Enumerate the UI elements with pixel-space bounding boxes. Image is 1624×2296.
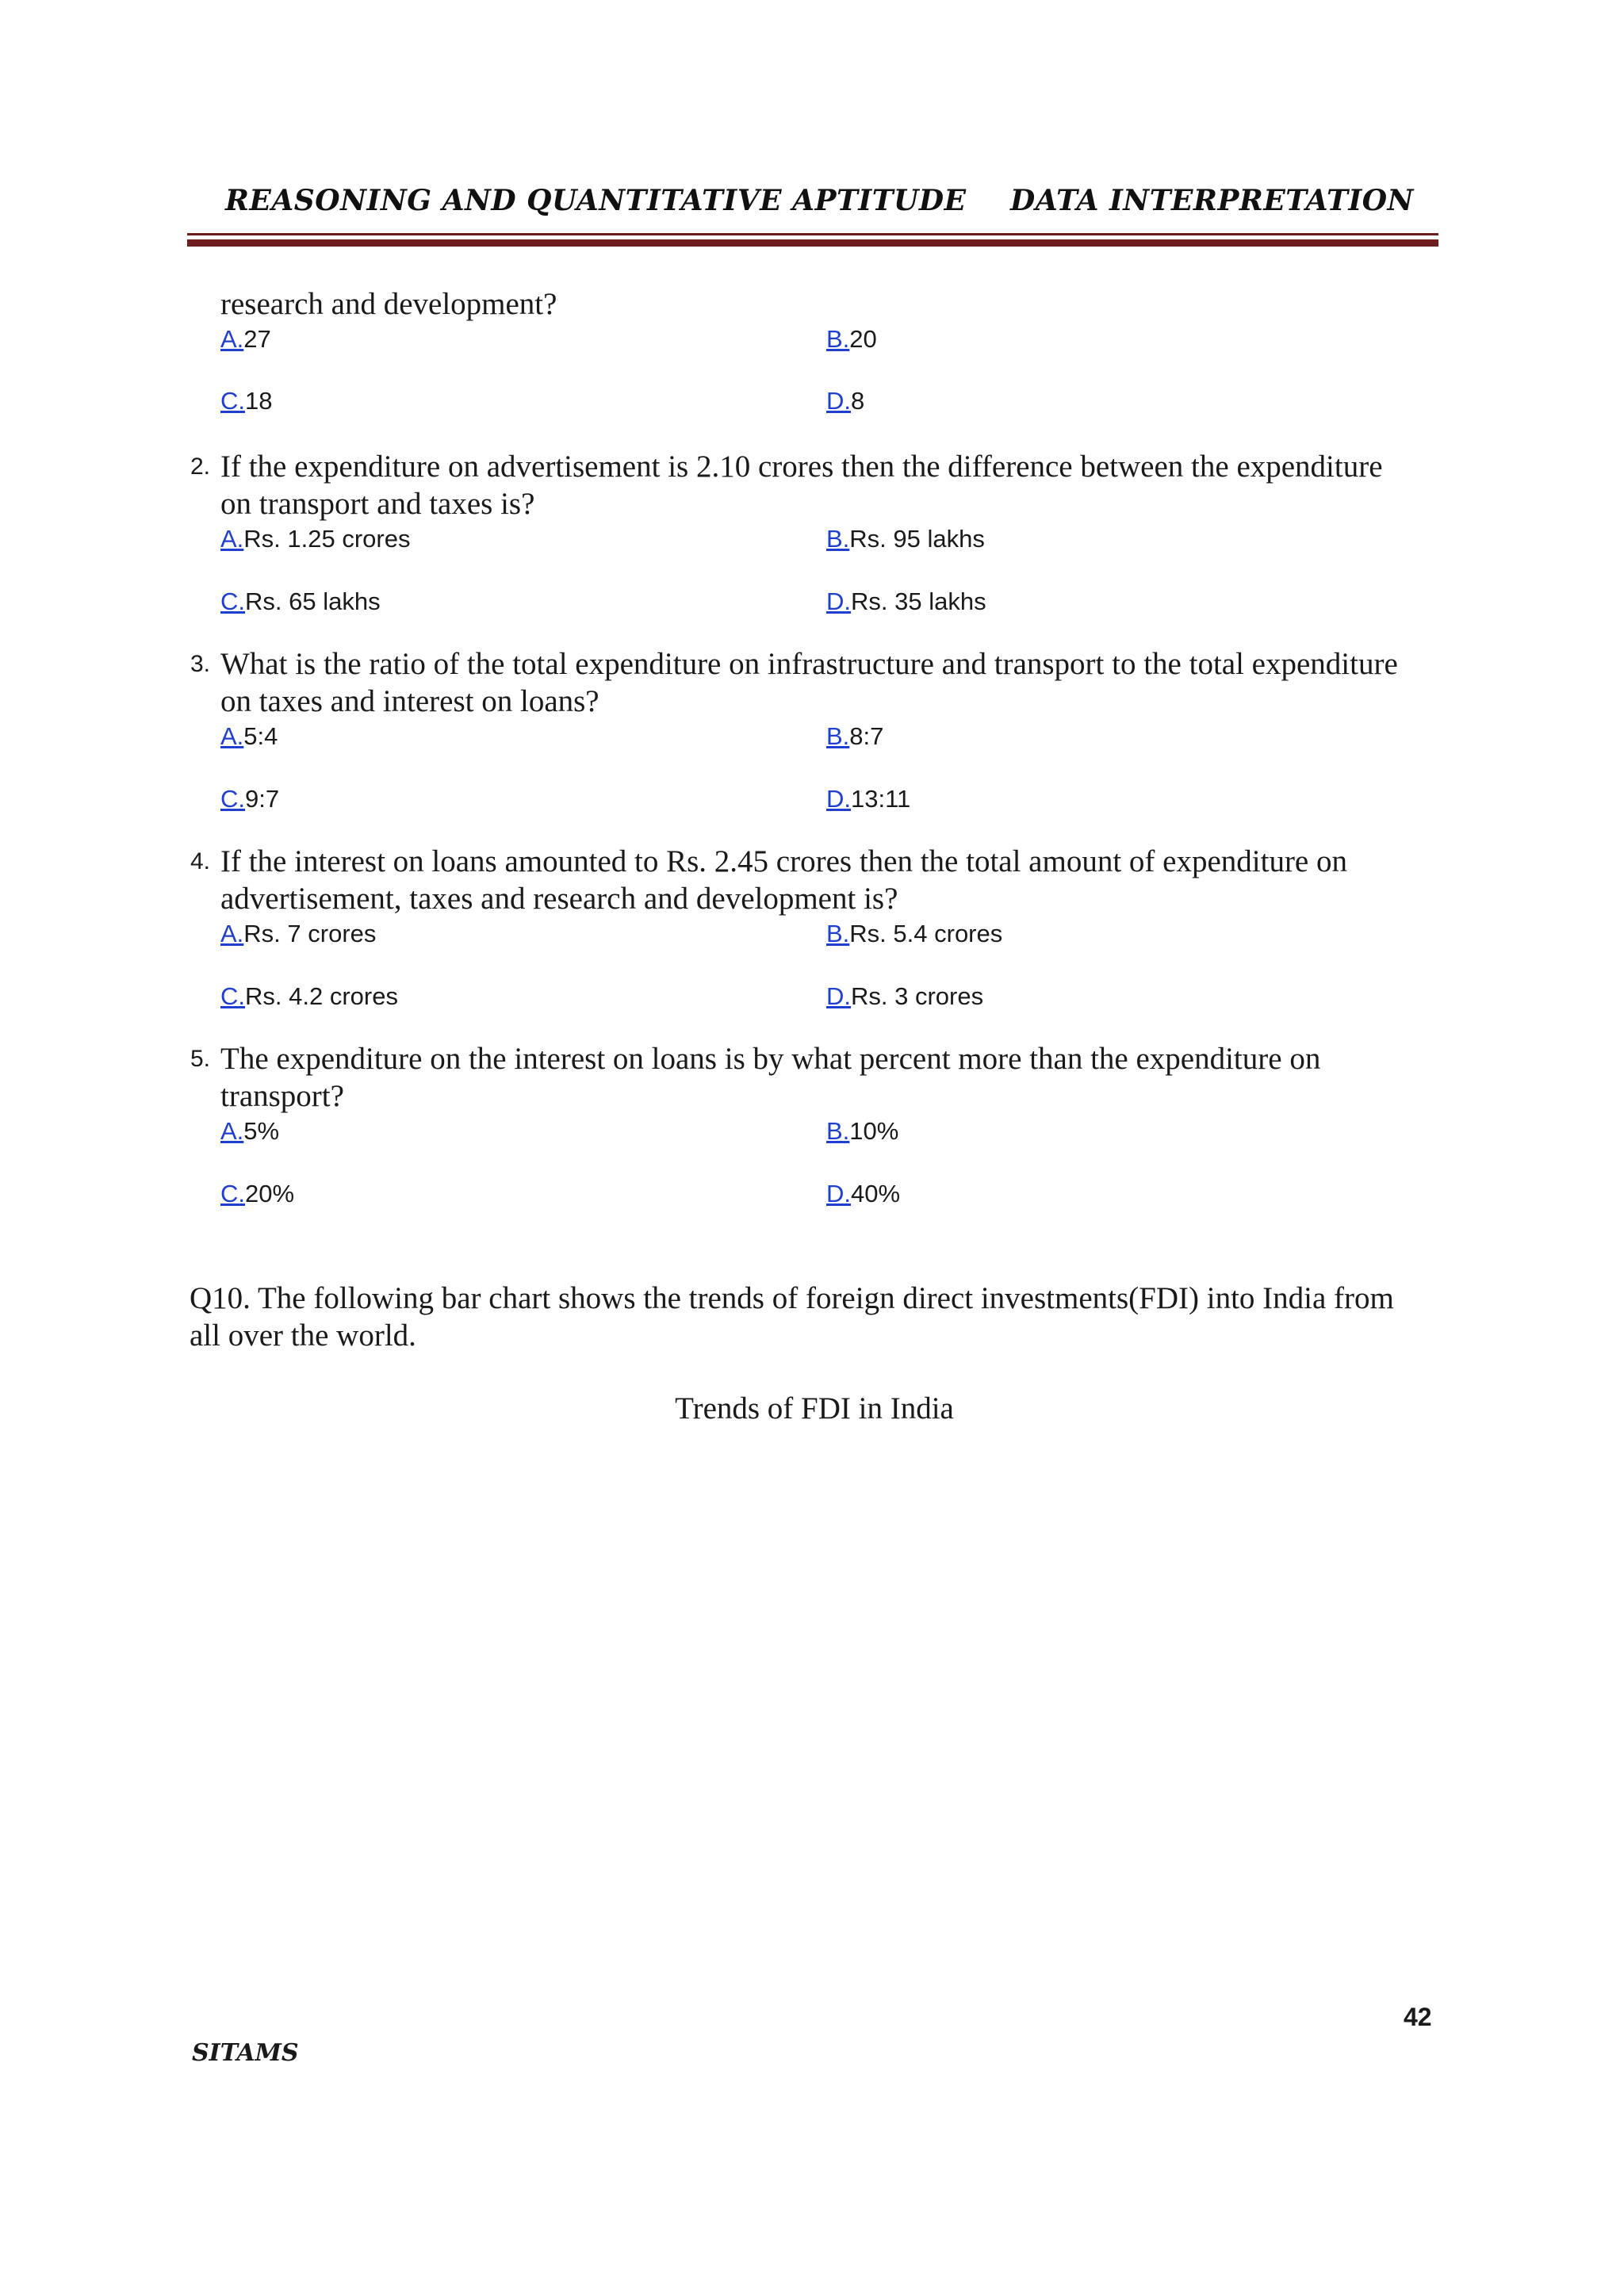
option-c[interactable]	[220, 385, 272, 417]
question-number: 2.	[190, 453, 211, 480]
option-value: Rs. 65 lakhs	[245, 587, 381, 615]
option-d[interactable]	[826, 385, 864, 417]
question-text-line-2: on transport and taxes is?	[220, 487, 535, 521]
option-letter-link[interactable]: D.	[826, 785, 851, 813]
option-value: Rs. 4.2 crores	[245, 982, 398, 1010]
option-value: 20	[849, 325, 877, 353]
option-b[interactable]	[826, 918, 1002, 950]
option-letter-link[interactable]: B.	[826, 1117, 850, 1145]
option-d[interactable]	[826, 783, 910, 815]
question-number: 5.	[190, 1046, 211, 1072]
question-number: 4.	[190, 848, 211, 874]
option-value: Rs. 3 crores	[851, 982, 984, 1010]
option-c[interactable]	[220, 1178, 294, 1210]
option-letter-link[interactable]: D.	[826, 387, 851, 415]
option-value: 5:4	[243, 722, 278, 750]
footer-institution: SITAMS	[192, 2039, 299, 2067]
page-number: 42	[1404, 2003, 1432, 2031]
option-d[interactable]	[826, 586, 986, 618]
option-letter-link[interactable]: D.	[826, 587, 851, 615]
option-letter-link[interactable]: D.	[826, 1180, 851, 1207]
option-d[interactable]	[826, 981, 983, 1012]
question-number: 3.	[190, 651, 211, 677]
option-letter-link[interactable]: A.	[220, 325, 244, 353]
option-b[interactable]	[826, 323, 877, 355]
option-a[interactable]	[220, 323, 271, 355]
option-letter-link[interactable]: C.	[220, 785, 245, 813]
chart-title: Trends of FDI in India	[675, 1391, 954, 1425]
option-a[interactable]	[220, 918, 376, 950]
option-value: 8:7	[849, 722, 884, 750]
option-value: Rs. 7 crores	[243, 920, 377, 947]
option-letter-link[interactable]: B.	[826, 525, 850, 553]
option-letter-link[interactable]: D.	[826, 982, 851, 1010]
option-value: 5%	[243, 1117, 280, 1145]
option-a[interactable]	[220, 721, 278, 752]
option-b[interactable]	[826, 721, 883, 752]
option-letter-link[interactable]: B.	[826, 722, 850, 750]
option-letter-link[interactable]: A.	[220, 920, 244, 947]
option-value: 20%	[245, 1180, 295, 1207]
chart-placeholder	[238, 1451, 1411, 2006]
option-value: Rs. 95 lakhs	[849, 525, 985, 553]
option-b[interactable]	[826, 523, 985, 555]
option-letter-link[interactable]: A.	[220, 1117, 244, 1145]
option-c[interactable]	[220, 586, 381, 618]
option-value: 18	[245, 387, 273, 415]
option-d[interactable]	[826, 1178, 900, 1210]
option-letter-link[interactable]: C.	[220, 587, 245, 615]
option-letter-link[interactable]: A.	[220, 525, 244, 553]
option-value: Rs. 1.25 crores	[243, 525, 411, 553]
question-text-line-2: on taxes and interest on loans?	[220, 684, 599, 718]
option-value: Rs. 5.4 crores	[849, 920, 1003, 947]
question-text: research and development?	[220, 287, 557, 321]
option-letter-link[interactable]: C.	[220, 387, 245, 415]
header-rule-thick	[187, 239, 1438, 247]
question-text-line-2: transport?	[220, 1079, 344, 1113]
question-text-line-1: What is the ratio of the total expenditure on infrastructure and transport to the total expenditure	[220, 647, 1398, 681]
option-value: 40%	[851, 1180, 901, 1207]
header-subject-title: REASONING AND QUANTITATIVE APTITUDE	[225, 184, 967, 217]
page-header	[187, 184, 1438, 251]
option-letter-link[interactable]: C.	[220, 1180, 245, 1207]
option-value: Rs. 35 lakhs	[851, 587, 986, 615]
header-rule-thin	[187, 233, 1438, 235]
question-text-line-2: advertisement, taxes and research and development is?	[220, 882, 898, 916]
option-value: 8	[851, 387, 865, 415]
option-letter-link[interactable]: C.	[220, 982, 245, 1010]
option-c[interactable]	[220, 783, 279, 815]
option-a[interactable]	[220, 1115, 279, 1147]
option-letter-link[interactable]: B.	[826, 920, 850, 947]
option-value: 9:7	[245, 785, 280, 813]
question-text-line-1: The expenditure on the interest on loans is by what percent more than the expenditure on	[220, 1042, 1321, 1076]
option-value: 10%	[849, 1117, 899, 1145]
option-b[interactable]	[826, 1115, 898, 1147]
option-value: 27	[243, 325, 271, 353]
header-section-title: DATA INTERPRETATION	[1010, 184, 1414, 217]
option-letter-link[interactable]: B.	[826, 325, 850, 353]
q10-intro-line-2: all over the world.	[190, 1318, 416, 1353]
q10-intro-line-1: Q10. The following bar chart shows the trends of foreign direct investments(FDI) into India from	[190, 1281, 1394, 1315]
question-text-line-1: If the interest on loans amounted to Rs. 2.45 crores then the total amount of expenditure on	[220, 844, 1347, 878]
option-value: 13:11	[851, 785, 911, 813]
option-a[interactable]	[220, 523, 411, 555]
question-text-line-1: If the expenditure on advertisement is 2.10 crores then the difference between the expenditure	[220, 450, 1383, 484]
option-letter-link[interactable]: A.	[220, 722, 244, 750]
option-c[interactable]	[220, 981, 398, 1012]
